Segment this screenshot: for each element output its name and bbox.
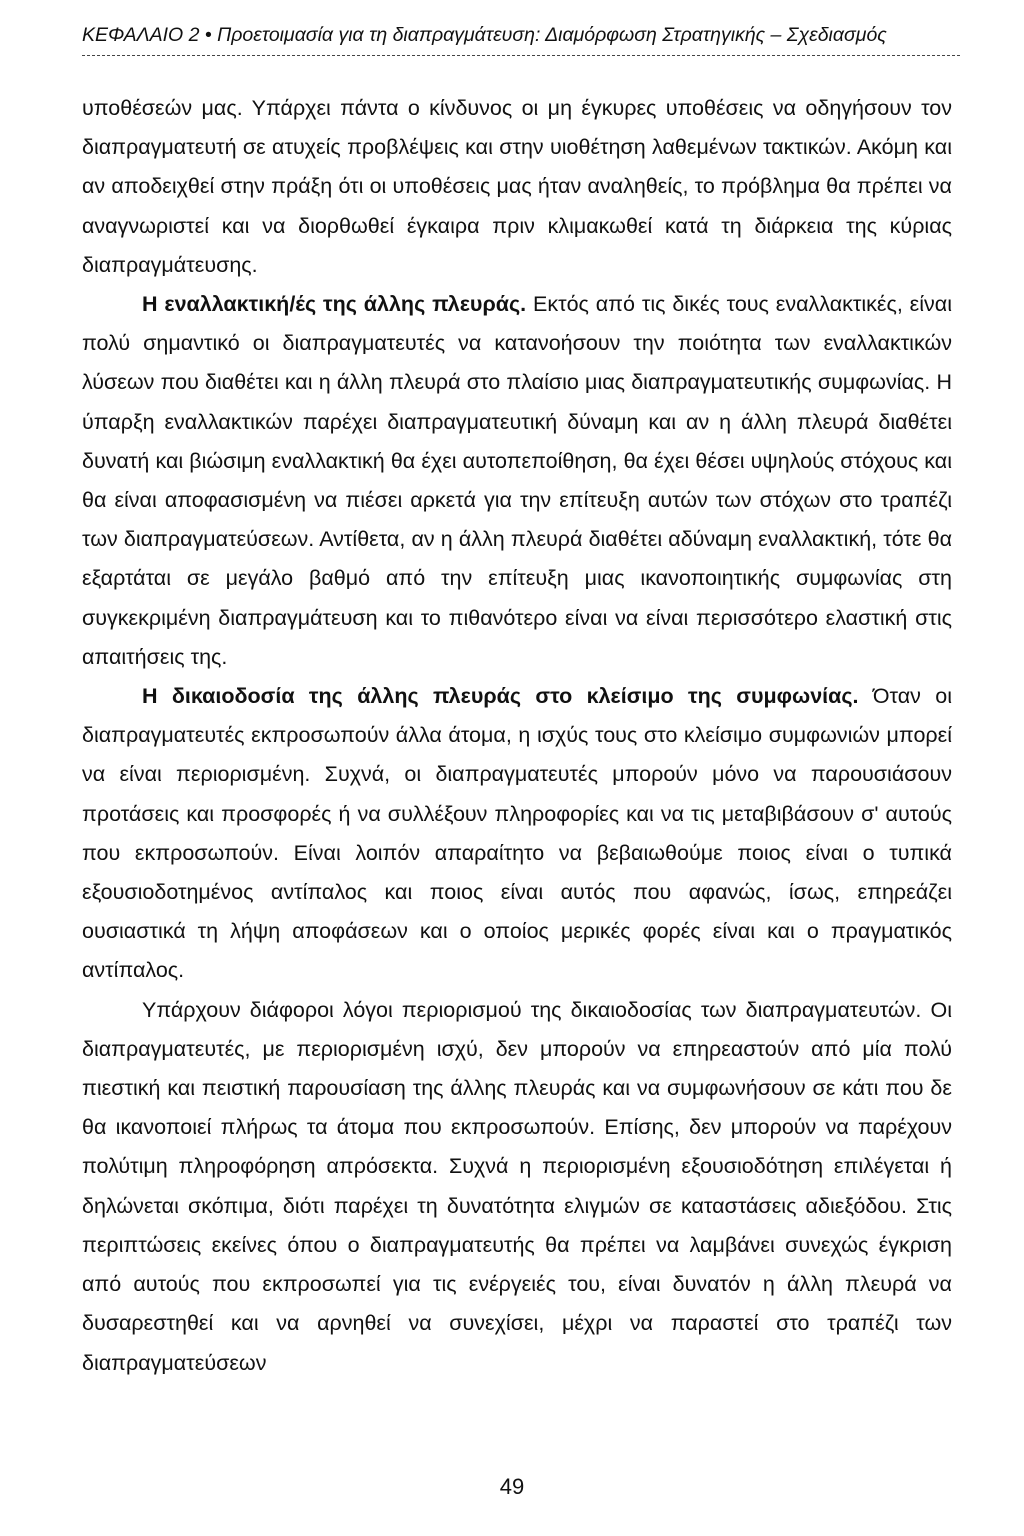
paragraph-text: Όταν οι διαπραγματευτές εκπροσωπούν άλλα άτομα, η ισχύς τους στο κλείσιμο συμφωνιών μπορεί να είναι περιορισμένη. Συχνά, οι διαπραγματευτές μπορούν μόνο να παρουσιάσουν προτάσεις και προσφορές ή να συλλέξουν πληροφορίες και να τις μεταβιβάσουν σ' αυτούς που εκπροσωπούν. Είναι λοιπόν απαραίτητο να βεβαιωθούμε ποιος είναι ο τυπικά εξουσιοδοτημένος αντίπαλος και ποιος είναι αυτός που αφανώς, ίσως, επηρεάζει ουσιαστικά τη λήψη αποφάσεων και ο οποίος μερικές φορές είναι και ο πραγματικός αντίπαλος.: [82, 684, 952, 983]
paragraph-heading: Η εναλλακτική/ές της άλλης πλευράς.: [142, 292, 527, 317]
paragraph-text: Υπάρχουν διάφοροι λόγοι περιορισμού της δικαιοδοσίας των διαπραγματευτών. Οι διαπραγματευτές, με περιορισμένη ισχύ, δεν μπορούν να επηρεαστούν από μία πολύ πιεστική και πειστική παρουσίαση της άλλης πλευράς και να συμφωνήσουν σε κάτι που δε θα ικανοποιεί πλήρως τα άτομα που εκπροσωπούν. Επίσης, δεν μπορούν να παρέχουν πολύτιμη πληροφόρηση απρόσεκτα. Συχνά η περιορισμένη εξουσιοδότηση επιλέγεται ή δηλώνεται σκόπιμα, διότι παρέχει τη δυνατότητα ελιγμών σε καταστάσεις αδιεξόδου. Στις περιπτώσεις εκείνες όπου ο διαπραγματευτής θα πρέπει να λαμβάνει συνεχώς έγκριση από αυτούς που εκπροσωπεί για τις ενέργειές του, είναι δυνατόν η άλλη πλευρά να δυσαρεστηθεί και να αρνηθεί να συνεχίσει, μέχρι να παραστεί στο τραπέζι των διαπραγματεύσεων: [82, 997, 952, 1375]
paragraph-authority: [82, 677, 952, 991]
body-text: [82, 89, 952, 1383]
paragraph-heading: Η δικαιοδοσία της άλλης πλευράς στο κλείσιμο της συμφωνίας.: [142, 684, 859, 709]
paragraph-text: Εκτός από τις δικές τους εναλλακτικές, είναι πολύ σημαντικό οι διαπραγματευτές να κατανοήσουν την ποιότητα των εναλλακτικών λύσεων που διαθέτει και η άλλη πλευρά στο πλαίσιο μιας διαπραγματευτικής συμφωνίας. Η ύπαρξη εναλλακτικών παρέχει διαπραγματευτική δύναμη και αν η άλλη πλευρά διαθέτει δυνατή και βιώσιμη εναλλακτική θα έχει αυτοπεποίθηση, θα έχει θέσει υψηλούς στόχους και θα είναι αποφασισμένη να πιέσει αρκετά για την επίτευξη αυτών των στόχων στο τραπέζι των διαπραγματεύσεων. Αντίθετα, αν η άλλη πλευρά διαθέτει αδύναμη εναλλακτική, τότε θα εξαρτάται σε μεγάλο βαθμό από την επίτευξη μιας ικανοποιητικής συμφωνίας στη συγκεκριμένη διαπραγμάτευση και το πιθανότερο είναι να είναι περισσότερο ελαστική στις απαιτήσεις της.: [82, 292, 952, 669]
paragraph-alternatives: [82, 285, 952, 677]
running-head: ΚΕΦΑΛΑΙΟ 2 • Προετοιμασία για τη διαπραγμάτευση: Διαμόρφωση Στρατηγικής – Σχεδιασμός: [82, 24, 887, 46]
paragraph-continuation: [82, 89, 952, 285]
page-number: 49: [499, 1474, 525, 1499]
paragraph-authority-reasons: [82, 991, 952, 1383]
header-divider: [82, 55, 960, 56]
paragraph-text: υποθέσεών μας. Υπάρχει πάντα ο κίνδυνος οι μη έγκυρες υποθέσεις να οδηγήσουν τον διαπραγματευτή σε ατυχείς προβλέψεις και στην υιοθέτηση λαθεμένων τακτικών. Ακόμη και αν αποδειχθεί στην πράξη ότι οι υποθέσεις μας ήταν αναληθείς, το πρόβλημα θα πρέπει να αναγνωριστεί και να διορθωθεί έγκαιρα πριν κλιμακωθεί κατά τη διάρκεια της κύριας διαπραγμάτευσης.: [82, 96, 952, 277]
